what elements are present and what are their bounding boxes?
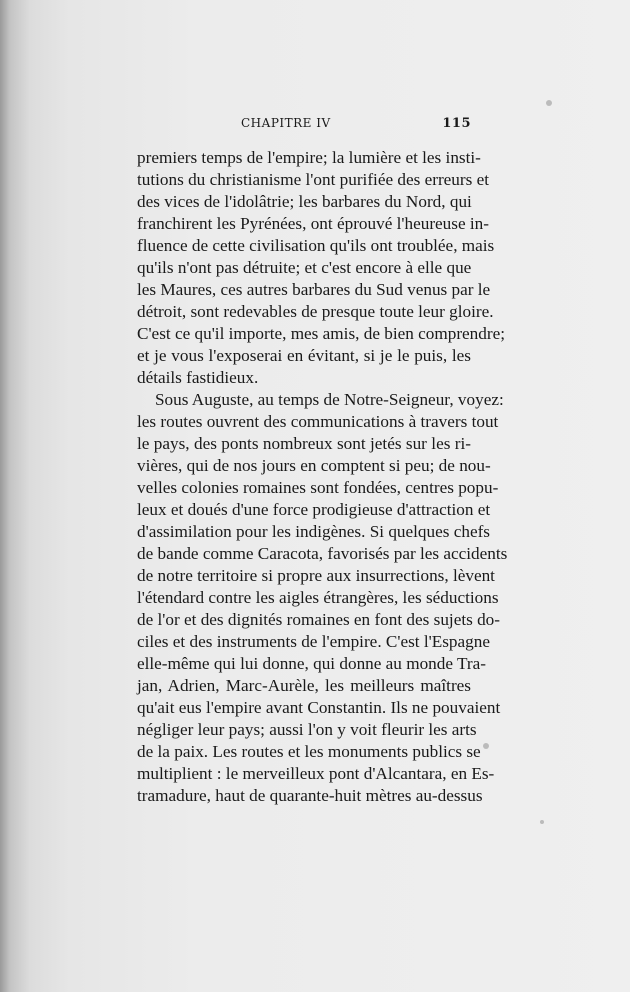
text-line: C'est ce qu'il importe, mes amis, de bien comprendre; bbox=[137, 324, 505, 343]
text-line: de bande comme Caracota, favorisés par les accidents bbox=[137, 544, 508, 563]
text-line: qu'ait eus l'empire avant Constantin. Ils ne pouvaient bbox=[137, 698, 501, 717]
text-line: l'étendard contre les aigles étrangères, les séductions bbox=[137, 588, 499, 607]
text-line: d'assimilation pour les indigènes. Si quelques chefs bbox=[137, 522, 490, 541]
text-line: de l'or et des dignités romaines en font des sujets do- bbox=[137, 610, 501, 629]
text-line: tramadure, haut de quarante-huit mètres au-dessus bbox=[137, 786, 483, 805]
text-line: velles colonies romaines sont fondées, centres popu- bbox=[137, 478, 499, 497]
page-number: 115 bbox=[442, 116, 471, 131]
text-line: jan, Adrien, Marc-Aurèle, les meilleurs maîtres bbox=[137, 676, 471, 695]
text-line: Sous Auguste, au temps de Notre-Seigneur, voyez: bbox=[155, 390, 504, 409]
running-header bbox=[137, 116, 471, 134]
text-line: premiers temps de l'empire; la lumière et les insti- bbox=[137, 148, 481, 167]
text-line: fluence de cette civilisation qu'ils ont troublée, mais bbox=[137, 236, 495, 255]
text-line: tutions du christianisme l'ont purifiée des erreurs et bbox=[137, 170, 490, 189]
text-line: des vices de l'idolâtrie; les barbares du Nord, qui bbox=[137, 192, 472, 211]
text-line: les Maures, ces autres barbares du Sud venus par le bbox=[137, 280, 491, 299]
text-line: le pays, des ponts nombreux sont jetés sur les ri- bbox=[137, 434, 471, 453]
page-body-text bbox=[137, 147, 508, 807]
chapter-title: CHAPITRE IV bbox=[241, 116, 331, 130]
text-line: qu'ils n'ont pas détruite; et c'est encore à elle que bbox=[137, 258, 472, 277]
text-line: vières, qui de nos jours en comptent si peu; de nou- bbox=[137, 456, 491, 475]
text-line: multiplient : le merveilleux pont d'Alcantara, en Es- bbox=[137, 764, 495, 783]
text-line: elle-même qui lui donne, qui donne au monde Tra- bbox=[137, 654, 486, 673]
text-line: ciles et des instruments de l'empire. C'est l'Espagne bbox=[137, 632, 490, 651]
text-line: et je vous l'exposerai en évitant, si je le puis, les bbox=[137, 346, 471, 365]
text-line: leux et doués d'une force prodigieuse d'attraction et bbox=[137, 500, 491, 519]
text-line: détroit, sont redevables de presque toute leur gloire. bbox=[137, 302, 494, 321]
text-line: détails fastidieux. bbox=[137, 368, 259, 387]
scan-speck bbox=[483, 743, 489, 749]
scan-speck bbox=[540, 820, 544, 824]
text-line: de notre territoire si propre aux insurrections, lèvent bbox=[137, 566, 495, 585]
scan-speck bbox=[546, 100, 552, 106]
text-line: franchirent les Pyrénées, ont éprouvé l'heureuse in- bbox=[137, 214, 489, 233]
text-line: les routes ouvrent des communications à travers tout bbox=[137, 412, 499, 431]
text-line: de la paix. Les routes et les monuments publics se bbox=[137, 742, 481, 761]
text-line: négliger leur pays; aussi l'on y voit fleurir les arts bbox=[137, 720, 477, 739]
